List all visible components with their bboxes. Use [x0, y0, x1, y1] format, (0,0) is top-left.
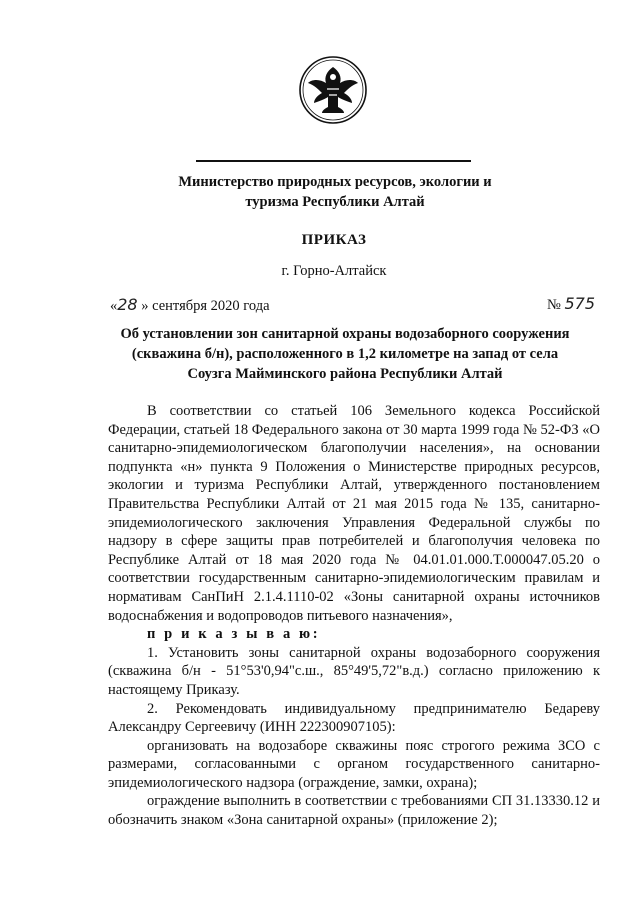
document-number — [547, 294, 595, 314]
number-prefix: № — [547, 297, 561, 313]
order-item-2a: организовать на водозаборе скважины пояс строгого режима ЗСО с размерами, согласованными с органом государственного санитарно-эпидемиологического надзора (ограждение, замки, охрана); — [108, 737, 600, 791]
order-item-2b: ограждение выполнить в соответствии с требованиями СП 31.13330.12 и обозначить знаком «Зона санитарной охраны» (приложение 2); — [108, 793, 600, 829]
number-handwritten: 575 — [564, 294, 596, 313]
city: г. Горно-Алтайск — [281, 263, 387, 279]
order-item-2: 2. Рекомендовать индивидуальному предпринимателю Бедареву Александру Сергеевичу (ИНН 222300907105): — [108, 700, 600, 736]
date-day-handwritten: 28 — [117, 295, 138, 314]
order-title: Об установлении зон санитарной охраны водозаборного сооружения (скважина б/н), расположенного в 1,2 километре на запад от села Соузга Майминского района Республики Алтай — [120, 326, 570, 382]
ministry-name: Министерство природных ресурсов, экологии и туризма Республики Алтай — [178, 174, 492, 210]
order-word: п р и к а з ы в а ю: — [147, 626, 321, 643]
order-body — [108, 402, 600, 830]
date-rest: » сентября 2020 года — [137, 298, 270, 314]
order-item-1: 1. Установить зоны санитарной охраны водозаборного сооружения (скважина б/н - 51°53'0,94"с.ш., 85°49'5,72"в.д.) согласно приложению к настоящему Приказу. — [108, 644, 600, 698]
header-divider — [196, 160, 471, 162]
coat-of-arms-emblem — [298, 55, 368, 125]
preamble-paragraph: В соответствии со статьей 106 Земельного кодекса Российской Федерации, статьей 18 Федерального закона от 30 марта 1999 года № 52-ФЗ «О санитарно-эпидемиологическом благополучии населения», на основании подпункта «н» пункта 9 Положения о Министерстве природных ресурсов, экологии и туризма Республики Алтай, утвержденного постановлением Правительства Республики Алтай от 21 мая 2015 года № 135, санитарно-эпидемиологического заключения Управления Федеральной службы по надзору в сфере защиты прав потребителей и благополучия человека по Республике Алтай от 18 мая 2020 года № 04.01.01.000.Т.000047.05.20 о соответствии государственным санитарно-эпидемиологическим правилам и нормативам СанПиН 2.1.4.1110-02 «Зоны санитарной охраны источников водоснабжения и водопроводов питьевого назначения», — [108, 403, 600, 624]
date-open-quote: « — [110, 298, 118, 314]
document-date — [110, 295, 270, 315]
document-type-heading: ПРИКАЗ — [301, 232, 367, 248]
